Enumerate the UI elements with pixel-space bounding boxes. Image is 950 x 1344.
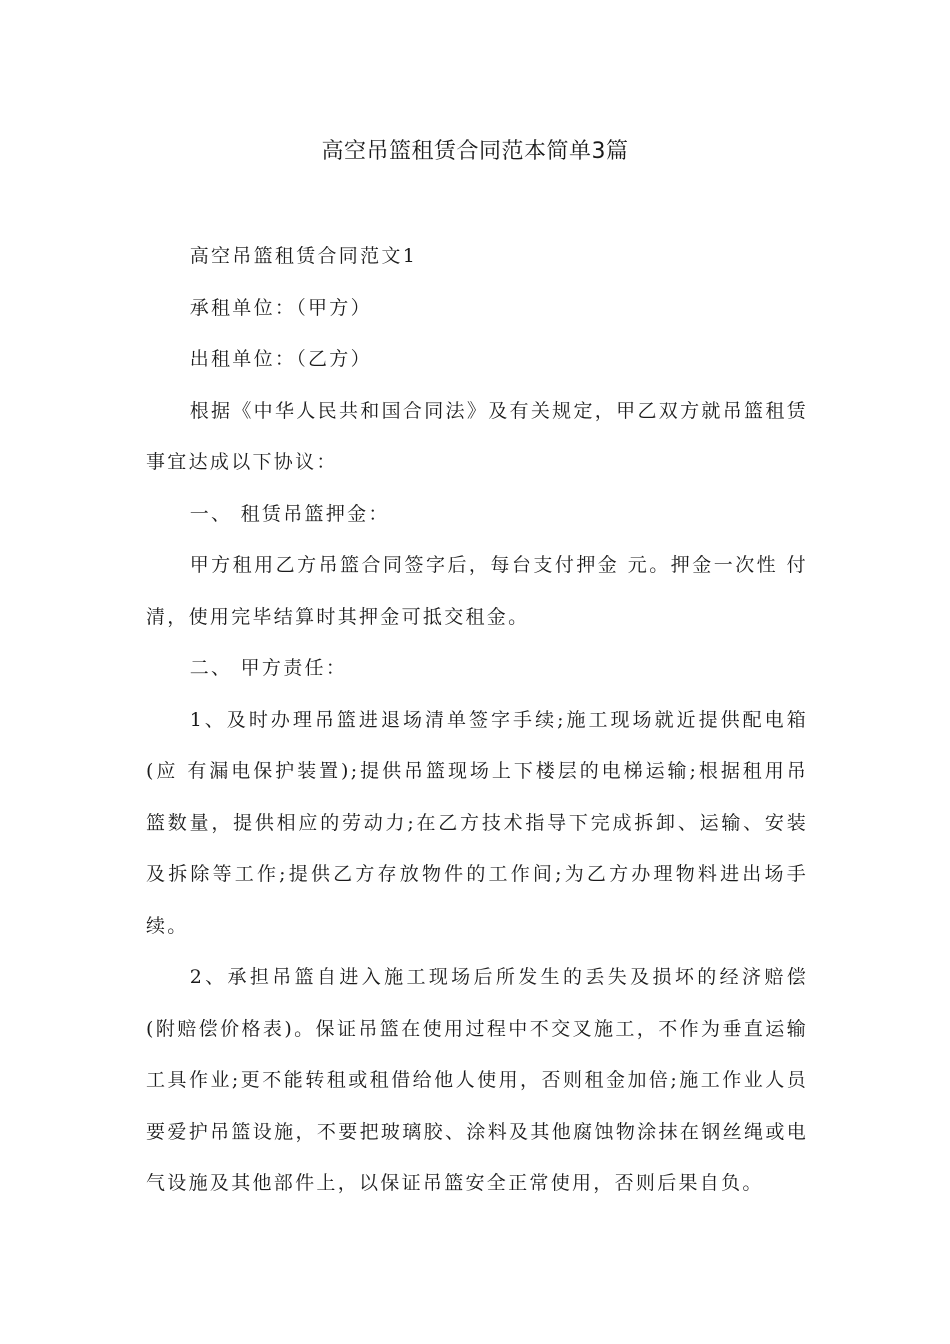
party-a-item-1: 1、及时办理吊篮进退场清单签字手续;施工现场就近提供配电箱(应 有漏电保护装置);提供吊篮现场上下楼层的电梯运输;根据租用吊篮数量，提供相应的劳动力;在乙方技术指导下完成拆卸、运输、安装及拆除等工作;提供乙方存放物件的工作间;为乙方办理物料进出场手续。 — [146, 708, 808, 937]
party-a-item-2: 2、承担吊篮自进入施工现场后所发生的丢失及损坏的经济赔偿(附赔偿价格表)。保证吊篮在使用过程中不交叉施工，不作为垂直运输工具作业;更不能转租或租借给他人使用，否则租金加倍;施工作业人员要爱护吊篮设施，不要把玻璃胶、涂料及其他腐蚀物涂抹在钢丝绳或电气设施及其他部件上，以保证吊篮安全正常使用，否则后果自负。 — [146, 966, 808, 1194]
document-body — [146, 231, 808, 1210]
section-heading: 高空吊篮租赁合同范文1 — [189, 245, 418, 267]
lessee-line: 承租单位：（甲方） — [189, 296, 372, 319]
clause-heading-party-a: 二、 甲方责任： — [189, 657, 348, 679]
clause-heading-deposit: 一、 租赁吊篮押金： — [189, 502, 390, 525]
lessor-line: 出租单位：（乙方） — [189, 348, 372, 370]
document-title: 高空吊篮租赁合同范本简单3篇 — [321, 139, 629, 164]
preamble-paragraph: 根据《中华人民共和国合同法》及有关规定，甲乙双方就吊篮租赁事宜达成以下协议： — [146, 399, 808, 473]
deposit-paragraph: 甲方租用乙方吊篮合同签字后，每台支付押金 元。押金一次性 付清，使用完毕结算时其押金可抵交租金。 — [146, 554, 808, 628]
